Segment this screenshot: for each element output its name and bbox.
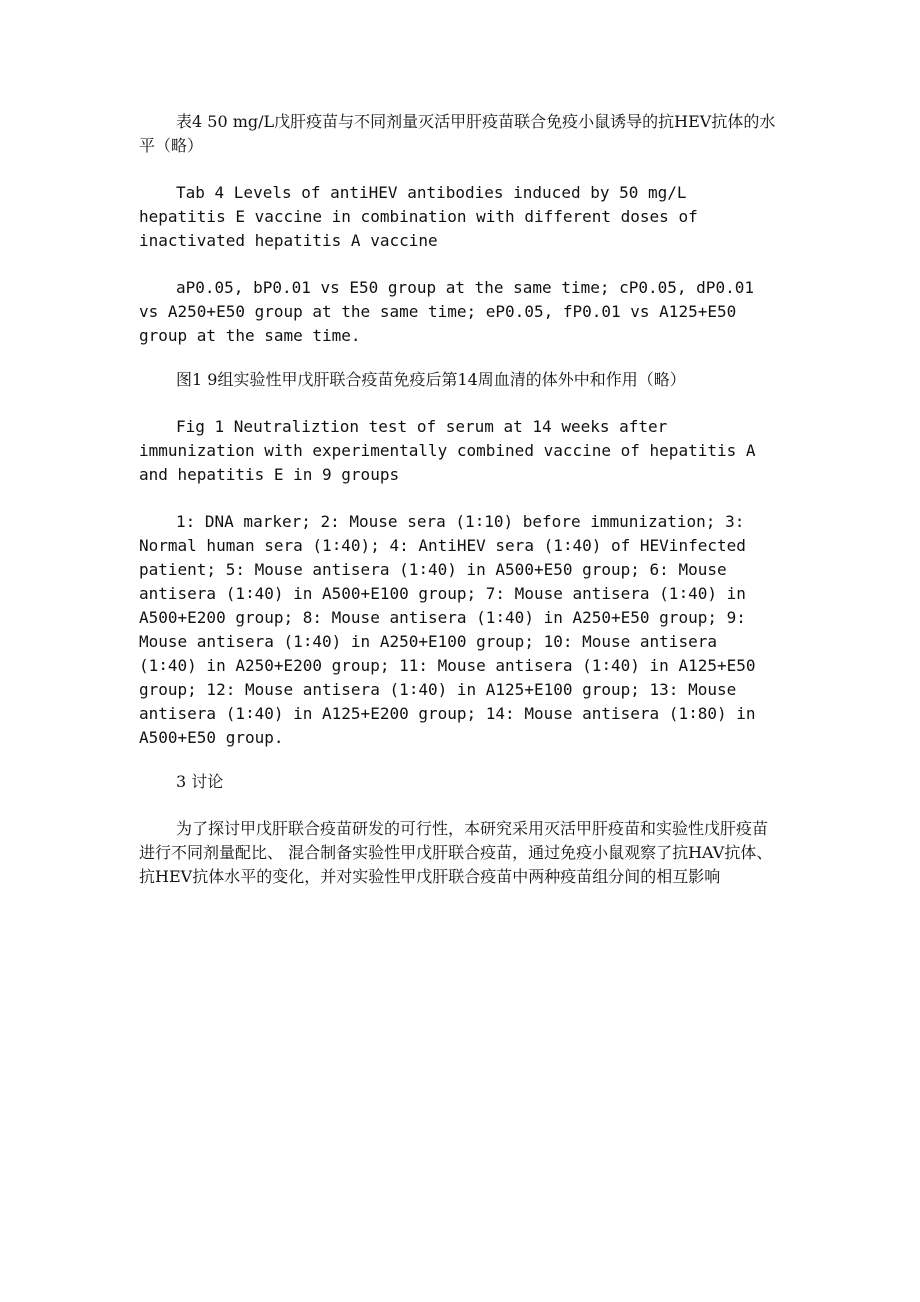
table4-caption-chinese: 表4 50 mg/L戊肝疫苗与不同剂量灭活甲肝疫苗联合免疫小鼠诱导的抗HEV抗体的水平（略） (139, 112, 776, 155)
figure1-caption-english: Fig 1 Neutraliztion test of serum at 14 weeks after immunization with experimentally combined vaccine of hepatitis A and hepatitis E in 9 groups (139, 417, 756, 484)
figure1-legend: 1: DNA marker; 2: Mouse sera (1∶10) before immunization; 3: Normal human sera (1∶40); 4: AntiHEV sera (1∶40) of HEVinfected patient; 5: Mouse antisera (1∶40) in A500+E50 group; 6: Mouse antisera (1∶40) in A500+E100 group; 7: Mouse antisera (1∶40) in A500+E200 group; 8: Mouse antisera (1∶40) in A250+E50 group; 9: Mouse antisera (1∶40) in A250+E100 group; 10: Mouse antisera (1∶40) in A250+E200 group; 11: Mouse antisera (1∶40) in A125+E50 group; 12: Mouse antisera (1∶40) in A125+E100 group; 13: Mouse antisera (1∶40) in A125+E200 group; 14: Mouse antisera (1∶80) in A500+E50 group. (139, 512, 756, 747)
figure1-caption-chinese: 图1 9组实验性甲戊肝联合疫苗免疫后第14周血清的体外中和作用（略） (176, 370, 686, 389)
document-page (139, 110, 779, 889)
section-heading-discussion: 3 讨论 (176, 772, 224, 791)
table4-caption-english: Tab 4 Levels of antiHEV antibodies induced by 50 mg/L hepatitis E vaccine in combination with different doses of inactivated hepatitis A vaccine (139, 183, 698, 250)
table4-footnote: aP0.05, bP0.01 vs E50 group at the same time; cP0.05, dP0.01 vs A250+E50 group at the same time; eP0.05, fP0.01 vs A125+E50 group at the same time. (139, 278, 754, 345)
discussion-paragraph: 为了探讨甲戊肝联合疫苗研发的可行性，本研究采用灭活甲肝疫苗和实验性戊肝疫苗进行不同剂量配比、 混合制备实验性甲戊肝联合疫苗，通过免疫小鼠观察了抗HAV抗体、 抗HEV抗体水平的变化，并对实验性甲戊肝联合疫苗中两种疫苗组分间的相互影响 (139, 819, 773, 886)
